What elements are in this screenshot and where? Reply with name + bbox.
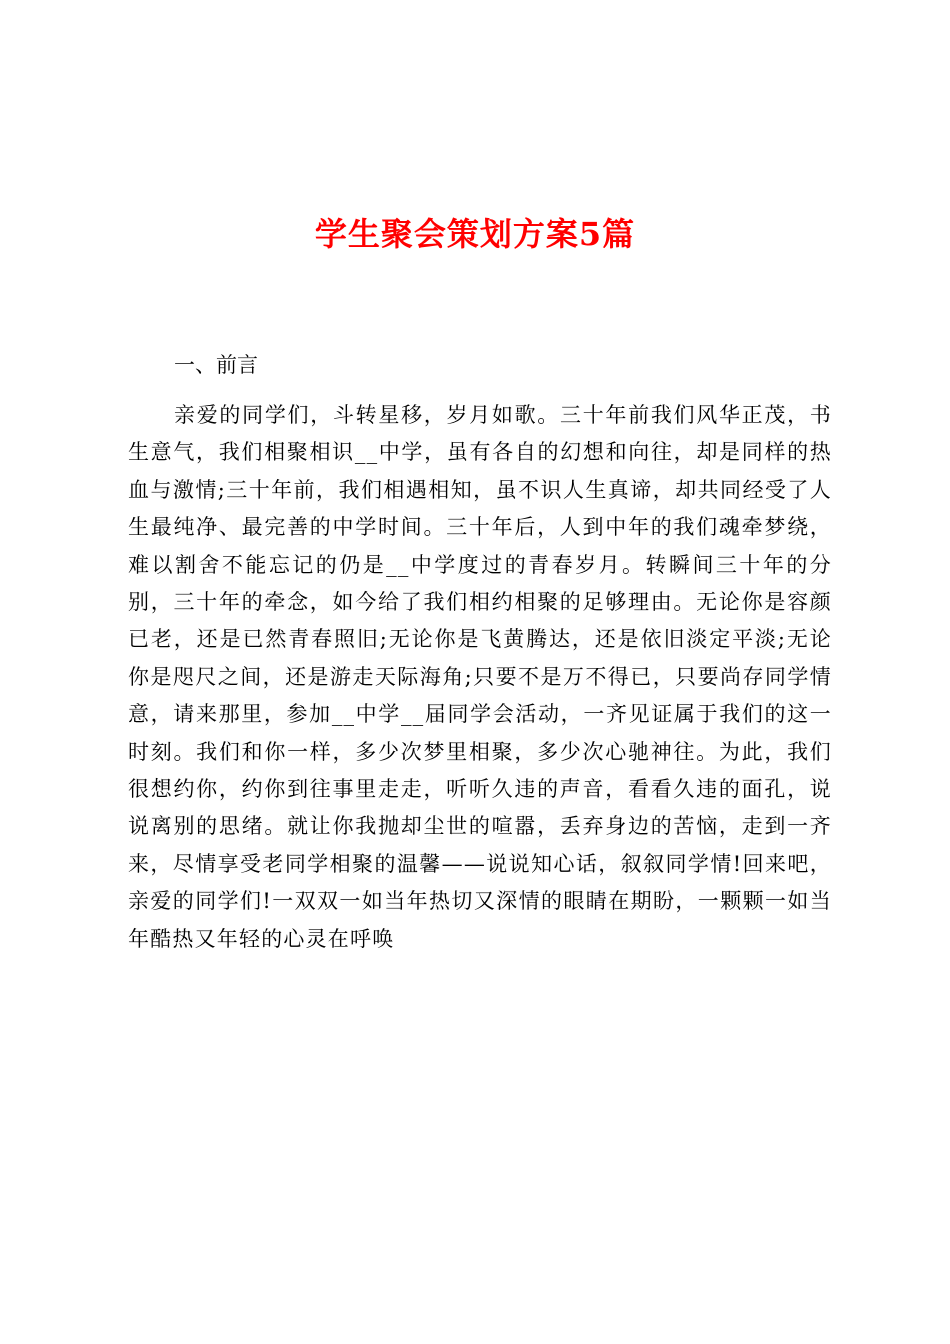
document-title: 学生聚会策划方案5篇: [314, 215, 636, 253]
section-heading-preface: 一、前言: [174, 353, 258, 377]
body-paragraph: 亲爱的同学们，斗转星移，岁月如歌。三十年前我们风华正茂，书生意气，我们相聚相识__中学，虽有各自的幻想和向往，却是同样的热血与激情;三十年前，我们相遇相知，虽不识人生真谛，却共同经受了人生最纯净、最完善的中学时间。三十年后，人到中年的我们魂牵梦绕，难以割舍不能忘记的仍是__中学度过的青春岁月。转瞬间三十年的分别，三十年的牵念，如今给了我们相约相聚的足够理由。无论你是容颜已老，还是已然青春照旧;无论你是飞黄腾达，还是依旧淡定平淡;无论你是咫尺之间，还是游走天际海角;只要不是万不得已，只要尚存同学情意，请来那里，参加__中学__届同学会活动，一齐见证属于我们的这一时刻。我们和你一样，多少次梦里相聚，多少次心驰神往。为此，我们很想约你，约你到往事里走走，听听久违的声音，看看久违的面孔，说说离别的思绪。就让你我抛却尘世的喧嚣，丢弃身边的苦恼，走到一齐来，尽情享受老同学相聚的温馨——说说知心话，叙叙同学情!回来吧，亲爱的同学们!一双双一如当年热切又深情的眼睛在期盼，一颗颗一如当年酷热又年轻的心灵在呼唤: [128, 403, 832, 951]
